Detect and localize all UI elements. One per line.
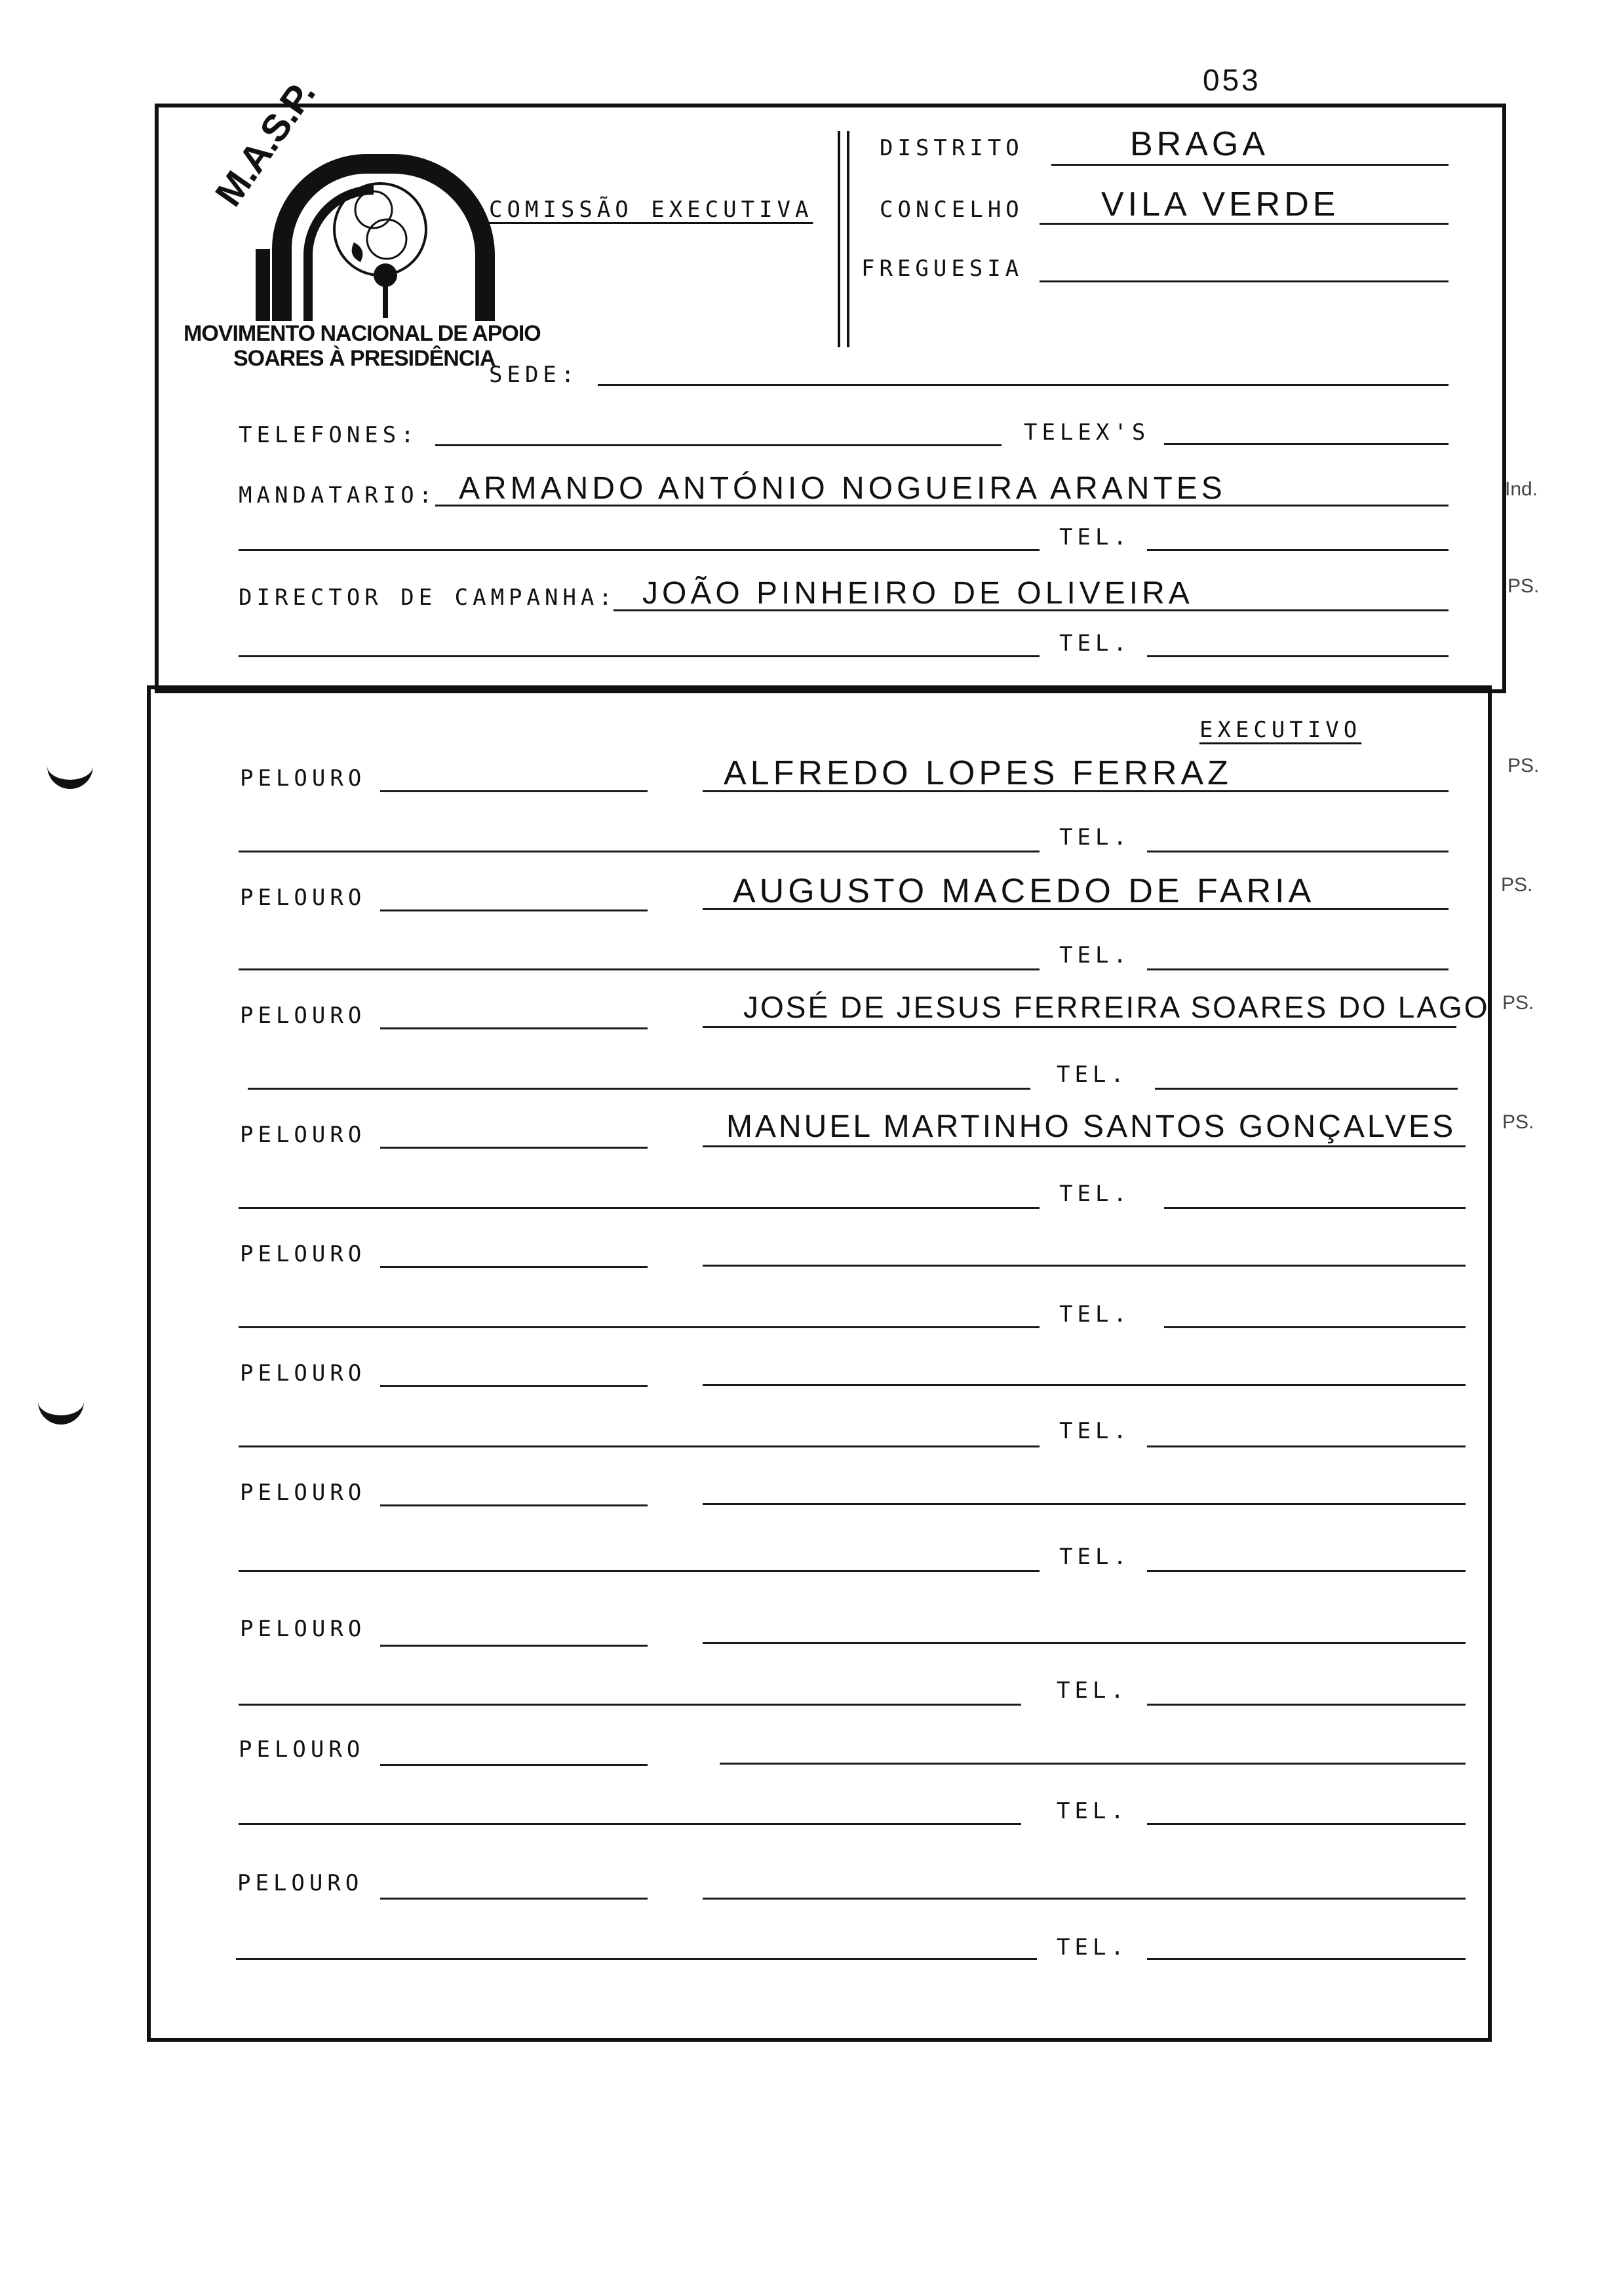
member-line — [703, 1384, 1466, 1386]
tel-left-line — [239, 1207, 1040, 1209]
tel-label: TEL. — [1059, 1544, 1131, 1570]
telex-label: TELEX'S — [1024, 419, 1150, 446]
member-party: PS. — [1502, 992, 1534, 1014]
tel-line — [1164, 1207, 1466, 1209]
member-party: PS. — [1501, 874, 1533, 896]
member-line — [703, 1265, 1466, 1267]
pelouro-line — [380, 1027, 648, 1029]
pelouro-line — [380, 1898, 648, 1900]
tel-label: TEL. — [1059, 824, 1131, 851]
telex-line — [1164, 443, 1449, 445]
tel-line — [1147, 1570, 1466, 1572]
telefones-line — [435, 444, 1002, 446]
pelouro-line — [380, 1147, 648, 1149]
tel-left-line — [239, 1823, 1021, 1825]
tel-label: TEL. — [1059, 1418, 1131, 1444]
member-line — [703, 1898, 1466, 1900]
director-tel-line — [1147, 655, 1449, 657]
member-name: ALFREDO LOPES FERRAZ — [724, 754, 1232, 792]
tel-left-line — [239, 1445, 1040, 1447]
sede-label: SEDE: — [489, 362, 579, 388]
mandatario-tel-label: TEL. — [1059, 524, 1131, 550]
member-party: PS. — [1508, 755, 1540, 776]
member-party: PS. — [1502, 1111, 1534, 1133]
mandatario-value: ARMANDO ANTÓNIO NOGUEIRA ARANTES — [459, 471, 1226, 506]
mandatario-tel-left-line — [239, 549, 1040, 551]
member-line — [703, 908, 1449, 910]
tel-line — [1164, 1326, 1466, 1328]
pelouro-label: PELOURO — [240, 1616, 366, 1642]
logo-acronym: M.A.S.P. — [206, 73, 324, 214]
tel-line — [1147, 1823, 1466, 1825]
logo-line2: SOARES À PRESIDÊNCIA — [233, 346, 496, 371]
commission-title: COMISSÃO EXECUTIVA — [489, 197, 813, 223]
member-line — [703, 1503, 1466, 1505]
freguesia-label: FREGUESIA — [861, 256, 1024, 282]
pelouro-label: PELOURO — [240, 885, 366, 911]
director-value: JOÃO PINHEIRO DE OLIVEIRA — [642, 576, 1194, 611]
executivo-label: EXECUTIVO — [1199, 717, 1362, 743]
tel-left-line — [239, 1704, 1021, 1706]
tel-line — [1147, 968, 1449, 970]
pelouro-label: PELOURO — [239, 1736, 365, 1763]
pelouro-line — [380, 909, 648, 911]
tel-left-line — [239, 968, 1040, 970]
concelho-line — [1040, 223, 1449, 225]
pelouro-line — [380, 1504, 648, 1506]
member-name: AUGUSTO MACEDO DE FARIA — [733, 872, 1315, 910]
tel-label: TEL. — [1057, 1677, 1129, 1704]
pelouro-line — [380, 790, 648, 792]
mandatario-note: Ind. — [1505, 478, 1538, 500]
pelouro-line — [380, 1645, 648, 1647]
member-line — [720, 1763, 1466, 1765]
page-number: 053 — [1203, 63, 1261, 97]
mandatario-label: MANDATARIO: — [239, 482, 437, 508]
mandatario-tel-line — [1147, 549, 1449, 551]
tel-line — [1147, 1445, 1466, 1447]
tel-left-line — [239, 1326, 1040, 1328]
concelho-value: VILA VERDE — [1101, 185, 1340, 223]
header-divider-2 — [847, 131, 849, 347]
tel-label: TEL. — [1059, 1301, 1131, 1328]
tel-line — [1155, 1088, 1458, 1090]
punch-hole-top — [47, 754, 93, 789]
pelouro-line — [380, 1764, 648, 1766]
tel-label: TEL. — [1057, 1062, 1129, 1088]
logo-line1: MOVIMENTO NACIONAL DE APOIO — [184, 321, 541, 346]
tel-label: TEL. — [1059, 942, 1131, 968]
member-name: MANUEL MARTINHO SANTOS GONÇALVES — [726, 1109, 1456, 1144]
member-line — [703, 1026, 1456, 1028]
pelouro-label: PELOURO — [240, 1480, 366, 1506]
director-label: DIRECTOR DE CAMPANHA: — [239, 584, 617, 611]
tel-label: TEL. — [1057, 1798, 1129, 1824]
pelouro-label: PELOURO — [240, 765, 366, 792]
tel-left-line — [239, 851, 1040, 852]
tel-left-line — [239, 1570, 1040, 1572]
tel-label: TEL. — [1057, 1934, 1129, 1961]
member-line — [703, 1642, 1466, 1644]
tel-label: TEL. — [1059, 1181, 1131, 1207]
distrito-label: DISTRITO — [880, 135, 1024, 161]
tel-left-line — [236, 1958, 1037, 1960]
pelouro-label: PELOURO — [237, 1870, 364, 1896]
freguesia-line — [1040, 280, 1449, 282]
pelouro-label: PELOURO — [240, 1122, 366, 1148]
director-note: PS. — [1508, 575, 1540, 597]
pelouro-label: PELOURO — [240, 1360, 366, 1387]
mandatario-line — [435, 505, 1449, 507]
telefones-label: TELEFONES: — [239, 422, 419, 448]
concelho-label: CONCELHO — [880, 197, 1024, 223]
director-tel-left-line — [239, 655, 1040, 657]
header-divider-1 — [838, 131, 840, 347]
distrito-line — [1051, 164, 1449, 166]
member-line — [703, 1145, 1466, 1147]
tel-line — [1147, 1704, 1466, 1706]
pelouro-line — [380, 1266, 648, 1268]
director-tel-label: TEL. — [1059, 630, 1131, 657]
masp-logo — [184, 73, 541, 373]
pelouro-label: PELOURO — [240, 1003, 366, 1029]
distrito-value: BRAGA — [1130, 125, 1270, 163]
pelouro-label: PELOURO — [240, 1241, 366, 1267]
pelouro-line — [380, 1385, 648, 1387]
tel-left-line — [248, 1088, 1030, 1090]
tel-line — [1147, 851, 1449, 852]
tel-line — [1147, 1958, 1466, 1960]
punch-hole-bottom — [38, 1389, 84, 1425]
sede-line — [598, 384, 1449, 386]
member-name: JOSÉ DE JESUS FERREIRA SOARES DO LAGO — [743, 990, 1490, 1024]
director-line — [613, 609, 1449, 611]
member-line — [703, 790, 1449, 792]
